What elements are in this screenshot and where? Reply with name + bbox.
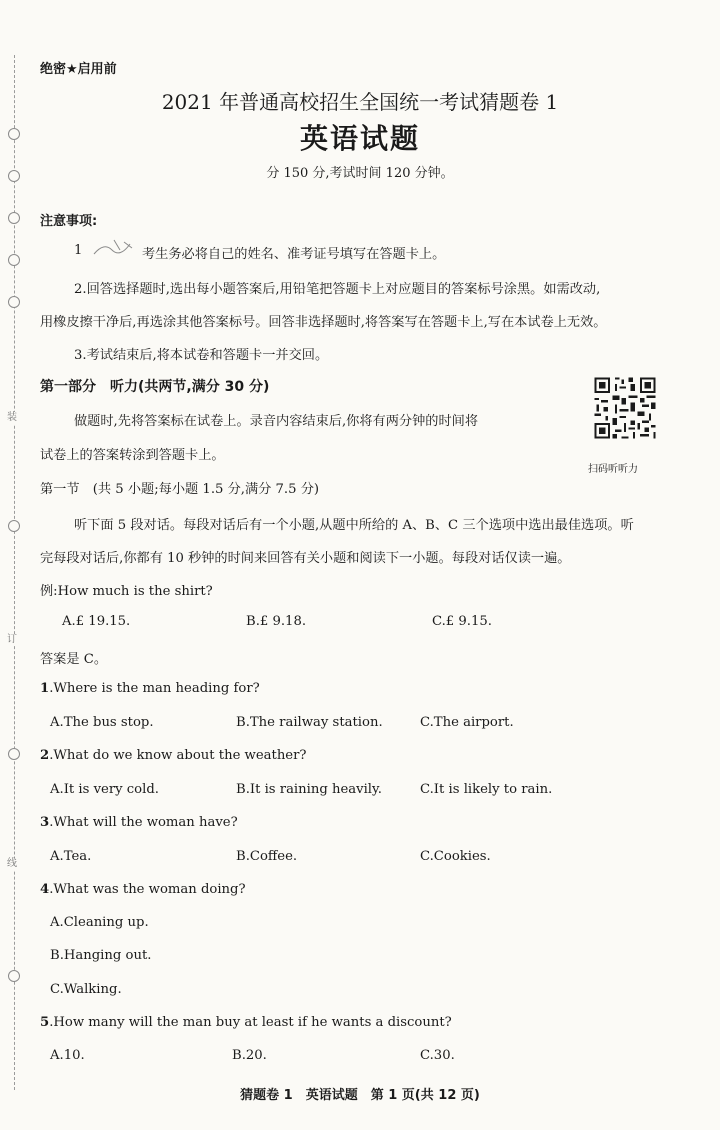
question-3-option-b: B.Coffee. [236, 849, 298, 864]
binding-dashed-line [14, 55, 15, 1090]
example-option-c: C.£ 9.15. [432, 614, 492, 629]
part1-heading: 第一部分 听力(共两节,满分 30 分) [40, 379, 270, 395]
notes-item2-line2: 用橡皮擦干净后,再选涂其他答案标号。回答非选择题时,将答案写在答题卡上,写在本试卷上无效。 [40, 315, 607, 330]
question-5-option-b: B.20. [232, 1048, 267, 1063]
question-text: .What was the woman doing? [49, 882, 246, 897]
qr-code-icon[interactable] [592, 375, 658, 441]
section1-heading: 第一节 (共 5 小题;每小题 1.5 分,满分 7.5 分) [40, 482, 320, 497]
question-4-option-b: B.Hanging out. [50, 948, 152, 963]
secret-mark: 绝密★启用前 [40, 62, 117, 77]
question-2 [40, 748, 307, 763]
question-number: 4 [40, 882, 50, 897]
question-text: .How many will the man buy at least if he wants a discount? [49, 1015, 452, 1030]
handwriting-scribble-icon [90, 236, 140, 258]
question-1-option-a: A.The bus stop. [50, 715, 154, 730]
question-4-option-a: A.Cleaning up. [50, 915, 149, 930]
question-1-option-b: B.The railway station. [236, 715, 383, 730]
question-5 [40, 1015, 452, 1030]
margin-char-ding: 订 [7, 634, 17, 645]
binding-hole-icon [8, 254, 20, 266]
section1-intro-line1: 听下面 5 段对话。每段对话后有一个小题,从题中所给的 A、B、C 三个选项中选出最佳选项。听 [74, 518, 634, 533]
part1-intro-line2: 试卷上的答案转涂到答题卡上。 [40, 448, 225, 463]
question-3-option-c: C.Cookies. [420, 849, 491, 864]
binding-hole-icon [8, 212, 20, 224]
notes-item2-line1: 2.回答选择题时,选出每小题答案后,用铅笔把答题卡上对应题目的答案标号涂黑。如需改动, [74, 282, 601, 297]
notes-item3: 3.考试结束后,将本试卷和答题卡一并交回。 [74, 348, 329, 363]
page-footer: 猜题卷 1 英语试题 第 1 页(共 12 页) [240, 1088, 480, 1103]
part1-intro-line1: 做题时,先将答案标在试卷上。录音内容结束后,你将有两分钟的时间将 [74, 414, 479, 429]
question-text: .What do we know about the weather? [49, 748, 307, 763]
question-3-option-a: A.Tea. [50, 849, 92, 864]
notes-item1: 考生务必将自己的姓名、准考证号填写在答题卡上。 [142, 247, 446, 262]
question-number: 3 [40, 815, 50, 830]
question-2-option-b: B.It is raining heavily. [236, 782, 382, 797]
question-text: .What will the woman have? [49, 815, 238, 830]
question-1 [40, 681, 260, 696]
question-3 [40, 815, 238, 830]
example-option-a: A.£ 19.15. [62, 614, 131, 629]
binding-hole-icon [8, 296, 20, 308]
binding-hole-icon [8, 748, 20, 760]
subject-title: 英语试题 [299, 122, 420, 155]
question-number: 1 [40, 681, 50, 696]
exam-title: 2021 年普通高校招生全国统一考试猜题卷 1 [161, 90, 559, 114]
question-2-option-a: A.It is very cold. [50, 782, 159, 797]
question-1-option-c: C.The airport. [420, 715, 514, 730]
margin-char-zhuang: 装 [7, 412, 17, 423]
example-option-b: B.£ 9.18. [246, 614, 307, 629]
example-answer: 答案是 C。 [40, 652, 108, 667]
score-time: 分 150 分,考试时间 120 分钟。 [266, 166, 454, 181]
margin-char-xian: 线 [7, 858, 17, 869]
question-4 [40, 882, 246, 897]
question-number: 2 [40, 748, 50, 763]
section1-intro-line2: 完每段对话后,你都有 10 秒钟的时间来回答有关小题和阅读下一小题。每段对话仅读一遍。 [40, 551, 571, 566]
notes-item1-number: 1 [74, 243, 83, 258]
question-4-option-c: C.Walking. [50, 982, 122, 997]
example-question: 例:How much is the shirt? [40, 584, 213, 599]
binding-hole-icon [8, 520, 20, 532]
binding-hole-icon [8, 970, 20, 982]
qr-caption: 扫码听听力 [588, 464, 638, 475]
notes-heading: 注意事项: [40, 214, 98, 229]
question-text: .Where is the man heading for? [49, 681, 260, 696]
question-5-option-c: C.30. [420, 1048, 455, 1063]
question-2-option-c: C.It is likely to rain. [420, 782, 553, 797]
question-number: 5 [40, 1015, 50, 1030]
question-5-option-a: A.10. [50, 1048, 85, 1063]
